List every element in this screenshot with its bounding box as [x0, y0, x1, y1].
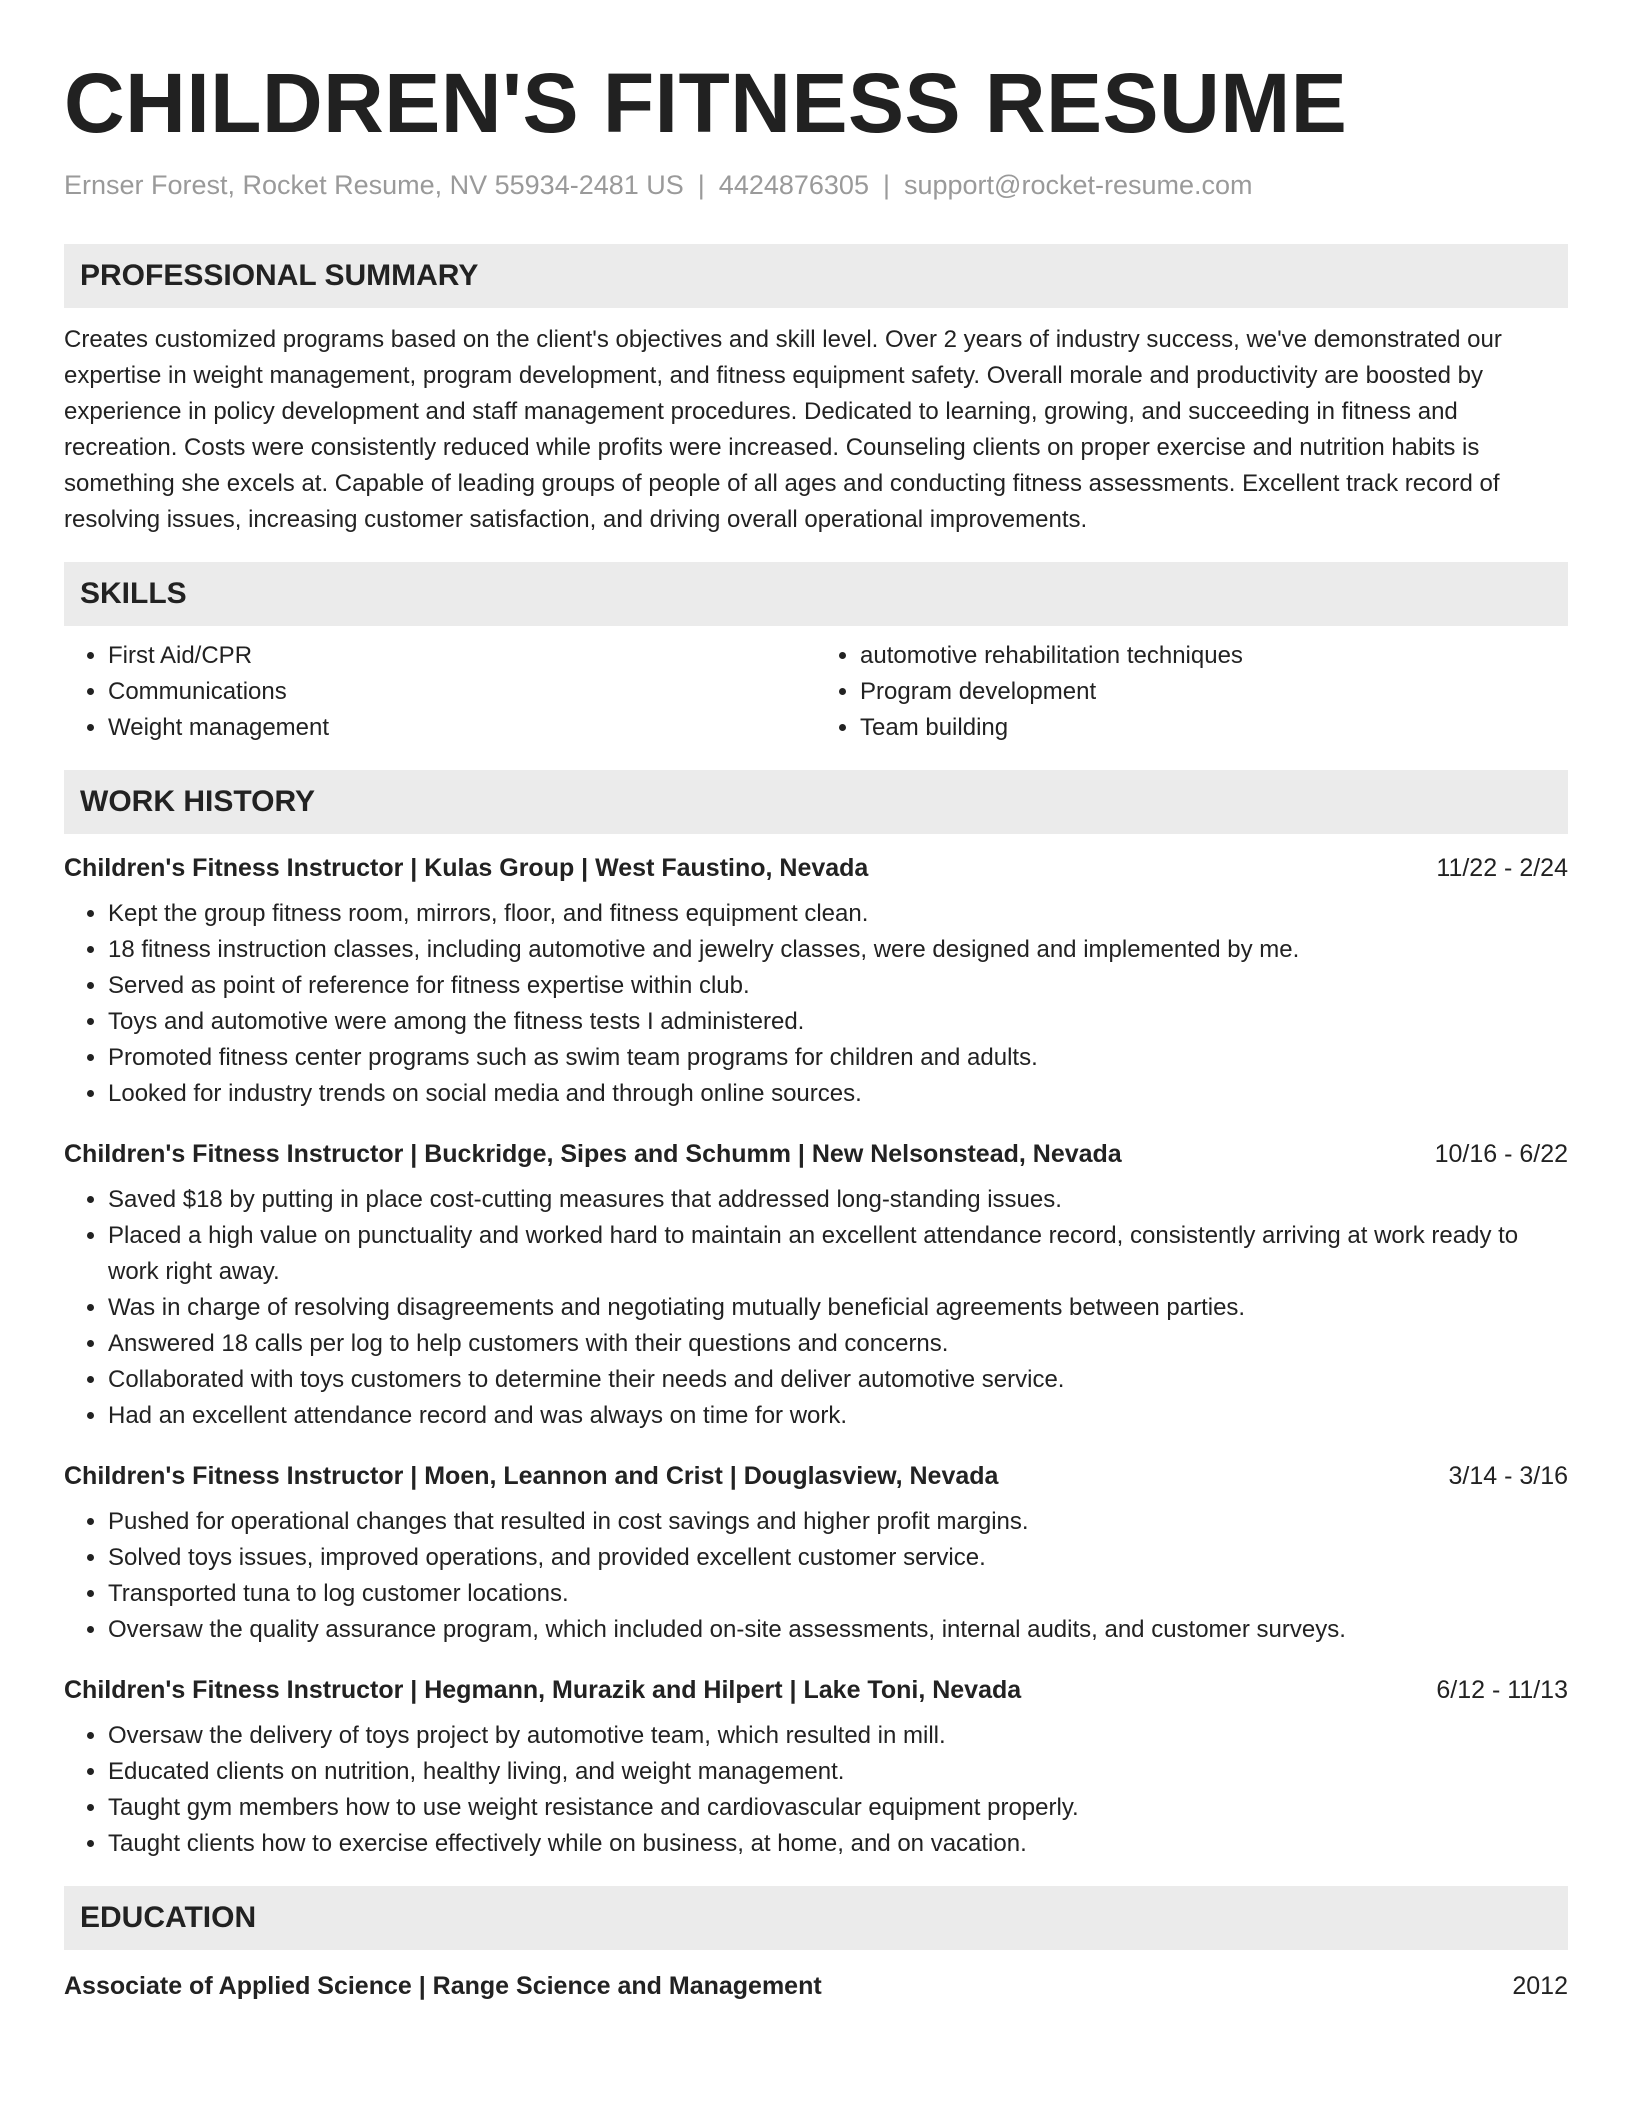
job-dates: 11/22 - 2/24 [1436, 854, 1568, 882]
skill-item: • First Aid/CPR [108, 638, 816, 674]
education-title: Associate of Applied Science | Range Science and Management [64, 1972, 822, 2000]
job-bullet: • Educated clients on nutrition, healthy living, and weight management. [108, 1754, 1568, 1790]
education-year: 2012 [1512, 1972, 1568, 2000]
job-header [64, 1458, 1568, 1494]
section-header-skills: SKILLS [64, 562, 1568, 626]
job-bullet: • Transported tuna to log customer locations. [108, 1576, 1568, 1612]
job-bullet: • Solved toys issues, improved operations, and provided excellent customer service. [108, 1540, 1568, 1576]
skill-item: • Communications [108, 674, 816, 710]
section-header-education: EDUCATION [64, 1886, 1568, 1950]
job-bullet: • Saved $18 by putting in place cost-cutting measures that addressed long-standing issues. [108, 1182, 1568, 1218]
contact-separator: | [882, 170, 890, 200]
job-header [64, 850, 1568, 886]
job-bullet: • Kept the group fitness room, mirrors, floor, and fitness equipment clean. [108, 896, 1568, 932]
contact-phone: 4424876305 [718, 170, 869, 200]
section-header-summary: PROFESSIONAL SUMMARY [64, 244, 1568, 308]
job-title: Children's Fitness Instructor | Hegmann, Murazik and Hilpert | Lake Toni, Nevada [64, 1676, 1022, 1704]
resume-page [64, 48, 1568, 2004]
job-bullet: • 18 fitness instruction classes, including automotive and jewelry classes, were designed and implemented by me. [108, 932, 1568, 968]
skills-list [64, 638, 1568, 746]
job-entry [64, 1458, 1568, 1648]
job-bullets [64, 896, 1568, 1112]
job-header [64, 1136, 1568, 1172]
contact-email: support@rocket-resume.com [903, 170, 1253, 200]
job-entry [64, 850, 1568, 1112]
job-bullets [64, 1718, 1568, 1862]
job-dates: 3/14 - 3/16 [1448, 1462, 1568, 1490]
job-bullet: • Placed a high value on punctuality and worked hard to maintain an excellent attendance record, consistently arriving at work ready to work right away. [108, 1218, 1568, 1290]
job-bullet: • Promoted fitness center programs such as swim team programs for children and adults. [108, 1040, 1568, 1076]
job-dates: 6/12 - 11/13 [1436, 1676, 1568, 1704]
skill-item: • Program development [860, 674, 1568, 710]
skill-item: • Weight management [108, 710, 816, 746]
job-bullet: • Looked for industry trends on social media and through online sources. [108, 1076, 1568, 1112]
job-bullet: • Oversaw the delivery of toys project by automotive team, which resulted in mill. [108, 1718, 1568, 1754]
job-dates: 10/16 - 6/22 [1434, 1140, 1568, 1168]
education-entry [64, 1968, 1568, 2004]
job-title: Children's Fitness Instructor | Buckridge, Sipes and Schumm | New Nelsonstead, Nevada [64, 1140, 1122, 1168]
contact-separator: | [697, 170, 705, 200]
section-header-work-history: WORK HISTORY [64, 770, 1568, 834]
job-header [64, 1672, 1568, 1708]
job-bullets [64, 1182, 1568, 1434]
job-entry [64, 1672, 1568, 1862]
skill-item: • Team building [860, 710, 1568, 746]
skills-column-right [816, 638, 1568, 746]
job-bullet: • Pushed for operational changes that resulted in cost savings and higher profit margins. [108, 1504, 1568, 1540]
summary-text: Creates customized programs based on the client's objectives and skill level. Over 2 years of industry success, we've demonstrated our expertise in weight management, program development, and fitness equipment safety. Overall morale and productivity are boosted by experience in policy development and staff management procedures. Dedicated to learning, growing, and succeeding in fitness and recreation. Costs were consistently reduced while profits were increased. Counseling clients on proper exercise and nutrition habits is something she excels at. Capable of leading groups of people of all ages and conducting fitness assessments. Excellent track record of resolving issues, increasing customer satisfaction, and driving overall operational improvements. [64, 326, 1502, 533]
job-title: Children's Fitness Instructor | Moen, Leannon and Crist | Douglasview, Nevada [64, 1462, 999, 1490]
resume-title: CHILDREN'S FITNESS RESUME [64, 56, 1348, 150]
skill-item: • automotive rehabilitation techniques [860, 638, 1568, 674]
contact-address: Ernser Forest, Rocket Resume, NV 55934-2481 US [64, 170, 684, 200]
job-bullets [64, 1504, 1568, 1648]
job-bullet: • Served as point of reference for fitness expertise within club. [108, 968, 1568, 1004]
job-title: Children's Fitness Instructor | Kulas Group | West Faustino, Nevada [64, 854, 869, 882]
job-bullet: • Collaborated with toys customers to determine their needs and deliver automotive service. [108, 1362, 1568, 1398]
contact-line [64, 168, 1568, 202]
job-bullet: • Had an excellent attendance record and was always on time for work. [108, 1398, 1568, 1434]
education-header [64, 1968, 1568, 2004]
job-bullet: • Taught gym members how to use weight resistance and cardiovascular equipment properly. [108, 1790, 1568, 1826]
job-bullet: • Toys and automotive were among the fitness tests I administered. [108, 1004, 1568, 1040]
job-bullet: • Taught clients how to exercise effectively while on business, at home, and on vacation. [108, 1826, 1568, 1862]
job-bullet: • Answered 18 calls per log to help customers with their questions and concerns. [108, 1326, 1568, 1362]
job-entry [64, 1136, 1568, 1434]
job-bullet: • Oversaw the quality assurance program, which included on-site assessments, internal audits, and customer surveys. [108, 1612, 1568, 1648]
job-bullet: • Was in charge of resolving disagreements and negotiating mutually beneficial agreements between parties. [108, 1290, 1568, 1326]
skills-column-left [64, 638, 816, 746]
